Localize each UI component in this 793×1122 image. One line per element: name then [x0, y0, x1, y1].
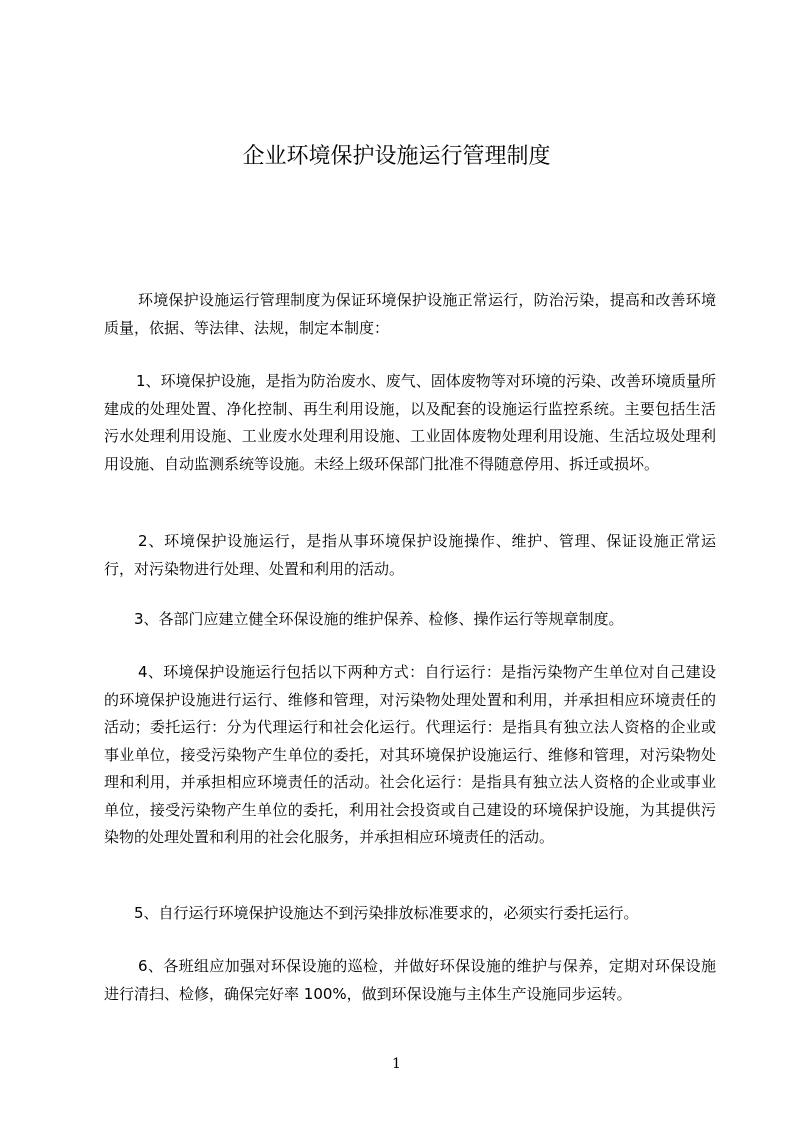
clause-4-paragraph: 4、环境保护设施运行包括以下两种方式：自行运行：是指污染物产生单位对自己建设的环境保护设施进行运行、维修和管理，对污染物处理处置和利用，并承担相应环境责任的活动；委托运行：分为代理运行和社会化运行。代理运行：是指具有独立法人资格的企业或事业单位，接受污染物产生单位的委托，对其环境保护设施运行、维修和管理，对污染物处理和利用，并承担相应环境责任的活动。社会化运行：是指具有独立法人资格的企业或事业单位，接受污染物产生单位的委托，利用社会投资或自己建设的环境保护设施，为其提供污染物的处理处置和利用的社会化服务，并承担相应环境责任的活动。 — [104, 663, 716, 846]
intro-paragraph: 环境保护设施运行管理制度为保证环境保护设施正常运行，防治污染，提高和改善环境质量，依据、等法律、法规，制定本制度： — [104, 291, 716, 337]
clause-3-paragraph: 3、各部门应建立健全环保设施的维护保养、检修、操作运行等规章制度。 — [134, 610, 624, 628]
clause-2-paragraph: 2、环境保护设施运行，是指从事环境保护设施操作、维护、管理、保证设施正常运行，对污染物进行处理、处置和利用的活动。 — [104, 532, 716, 578]
clause-6-paragraph: 6、各班组应加强对环保设施的巡检，并做好环保设施的维护与保养，定期对环保设施进行清扫、检修，确保完好率 100%，做到环保设施与主体生产设施同步运转。 — [104, 957, 716, 1003]
clause-5-paragraph: 5、自行运行环境保护设施达不到污染排放标准要求的，必须实行委托运行。 — [134, 904, 639, 922]
document-title: 企业环境保护设施运行管理制度 — [242, 144, 551, 169]
clause-1-paragraph: 1、环境保护设施，是指为防治废水、废气、固体废物等对环境的污染、改善环境质量所建成的处理处置、净化控制、再生利用设施，以及配套的设施运行监控系统。主要包括生活污水处理利用设施、工业废水处理利用设施、工业固体废物处理利用设施、生活垃圾处理利用设施、自动监测系统等设施。未经上级环保部门批准不得随意停用、拆迁或损坏。 — [104, 372, 716, 473]
page-number: 1 — [392, 1056, 401, 1072]
